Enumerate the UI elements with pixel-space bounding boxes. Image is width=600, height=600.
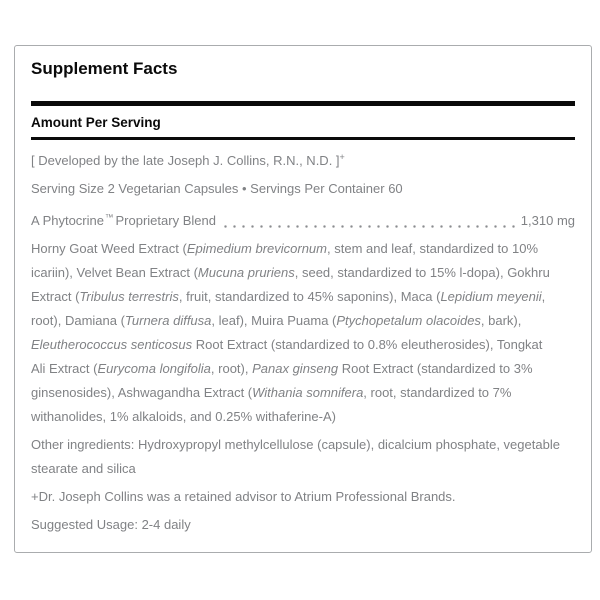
blend-desc-segment: Turnera diffusa (124, 313, 212, 328)
developed-by-text: [ Developed by the late Joseph J. Collins, R.N., N.D. ] (31, 153, 340, 168)
blend-desc-segment: Root Extract (standardized to 3% ginsenosides), Ashwagandha Extract ( (31, 361, 533, 400)
blend-row (31, 205, 575, 233)
developed-by-note (31, 149, 575, 173)
suggested-usage: Suggested Usage: 2-4 daily (31, 517, 191, 532)
blend-desc-segment: Withania somnifera (252, 385, 364, 400)
blend-desc-segment: , seed, standardized to 15% l-dopa), Gokhru Extract ( (31, 265, 550, 304)
advisor-note: +Dr. Joseph Collins was a retained advisor to Atrium Professional Brands. (31, 489, 456, 504)
supplement-facts-panel (14, 45, 592, 553)
other-ingredients: Other ingredients: Hydroxypropyl methylcellulose (capsule), dicalcium phosphate, vegetable stearate and silica (31, 437, 560, 476)
blend-desc-segment: , bark), (480, 313, 522, 328)
blend-desc-segment: Root Extract (standardized to 0.8% eleutherosides), Tongkat Ali Extract ( (31, 337, 543, 376)
dagger-superscript: + (339, 152, 345, 162)
blend-name-pre: A Phytocrine (31, 213, 104, 228)
blend-description (31, 237, 575, 429)
blend-name-rest: Proprietary Blend (115, 213, 216, 228)
blend-desc-segment: , leaf), Muira Puama ( (211, 313, 337, 328)
thick-divider (31, 101, 575, 106)
amount-per-serving-header: Amount Per Serving (31, 115, 161, 130)
blend-desc-segment: Tribulus terrestris (79, 289, 179, 304)
serving-info: Serving Size 2 Vegetarian Capsules • Servings Per Container 60 (31, 181, 403, 196)
dot-leader (218, 205, 519, 233)
blend-amount: 1,310 mg (520, 213, 575, 228)
panel-title: Supplement Facts (31, 59, 178, 78)
blend-desc-segment: Ptychopetalum olacoides (336, 313, 481, 328)
blend-desc-segment: Epimedium brevicornum (186, 241, 327, 256)
blend-desc-segment: , stem and leaf, standardized to 10% icariin), Velvet Bean Extract ( (31, 241, 539, 280)
trademark-symbol: ™ (105, 212, 114, 222)
blend-desc-segment: , root), (210, 361, 253, 376)
panel-body (31, 140, 575, 537)
blend-desc-segment: , fruit, standardized to 45% saponins), Maca ( (178, 289, 441, 304)
blend-desc-segment: Horny Goat Weed Extract ( (31, 241, 187, 256)
blend-desc-segment: Eurycoma longifolia (97, 361, 211, 376)
blend-desc-segment: Lepidium meyenii (440, 289, 542, 304)
blend-desc-segment: , root), Damiana ( (31, 289, 546, 328)
blend-desc-segment: Eleutherococcus senticosus (31, 337, 193, 352)
blend-desc-segment: Mucuna pruriens (197, 265, 295, 280)
blend-desc-segment: Panax ginseng (252, 361, 339, 376)
blend-desc-segment: , root, standardized to 7% withanolides, 1% alkaloids, and 0.25% withaferine-A) (31, 385, 512, 424)
blend-name (31, 205, 216, 233)
